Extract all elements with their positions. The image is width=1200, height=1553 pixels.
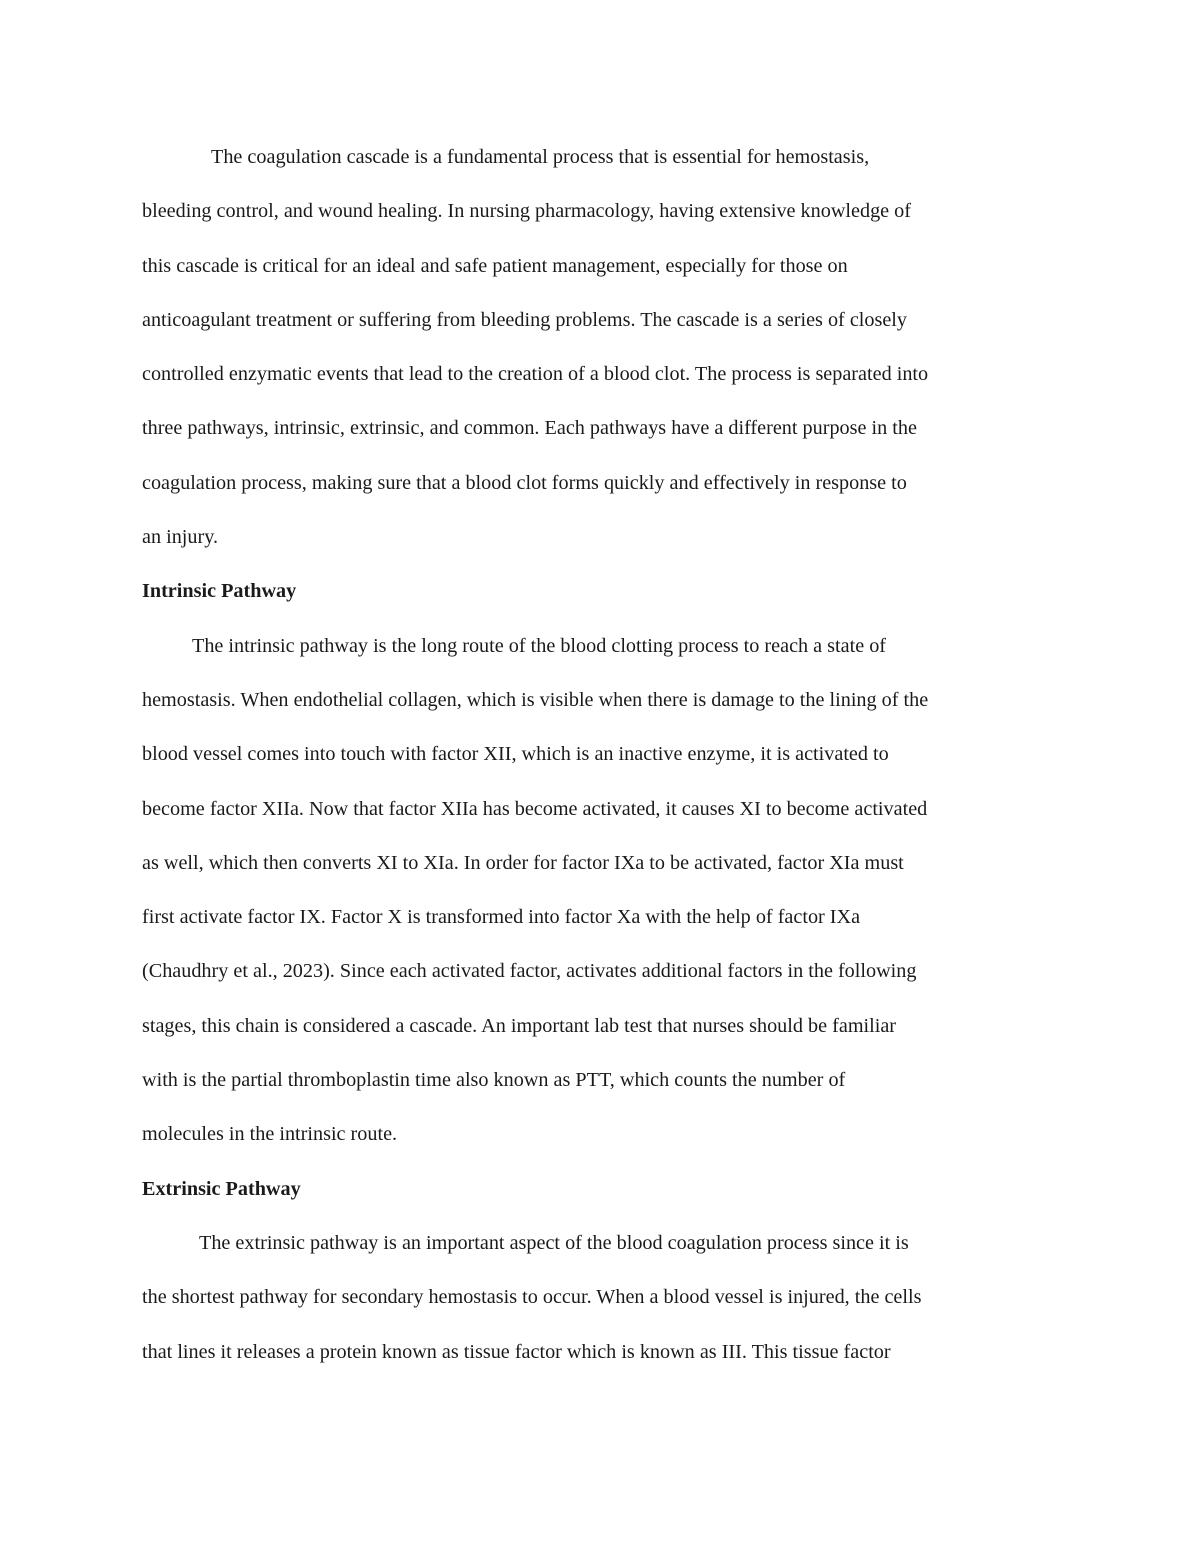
text-line: bleeding control, and wound healing. In nursing pharmacology, having extensive knowledge of	[142, 200, 911, 223]
intro-paragraph	[142, 130, 1060, 564]
text-line: with is the partial thromboplastin time also known as PTT, which counts the number of	[142, 1069, 846, 1092]
extrinsic-paragraph	[142, 1216, 1060, 1379]
text-line: as well, which then converts XI to XIa. In order for factor IXa to be activated, factor XIa must	[142, 851, 904, 874]
text-line: this cascade is critical for an ideal and safe patient management, especially for those on	[142, 254, 848, 277]
text-line: (Chaudhry et al., 2023). Since each activated factor, activates additional factors in the following	[142, 960, 917, 983]
text-line: coagulation process, making sure that a blood clot forms quickly and effectively in response to	[142, 471, 907, 494]
text-line: molecules in the intrinsic route.	[142, 1123, 398, 1146]
text-line: stages, this chain is considered a cascade. An important lab test that nurses should be familiar	[142, 1014, 897, 1037]
text-line: an injury.	[142, 526, 219, 549]
document-body	[142, 130, 1060, 1379]
text-line: The intrinsic pathway is the long route of the blood clotting process to reach a state of	[192, 634, 887, 657]
text-line: the shortest pathway for secondary hemostasis to occur. When a blood vessel is injured, the cells	[142, 1286, 922, 1309]
text-line: hemostasis. When endothelial collagen, which is visible when there is damage to the lining of the	[142, 688, 929, 711]
intrinsic-paragraph	[142, 619, 1060, 1162]
text-line: that lines it releases a protein known as tissue factor which is known as III. This tissue factor	[142, 1340, 891, 1363]
text-line: The extrinsic pathway is an important aspect of the blood coagulation process since it is	[199, 1231, 909, 1254]
section-heading-intrinsic: Intrinsic Pathway	[142, 580, 297, 603]
text-line: first activate factor IX. Factor X is transformed into factor Xa with the help of factor IXa	[142, 906, 861, 929]
section-heading-extrinsic: Extrinsic Pathway	[142, 1177, 301, 1200]
text-line: blood vessel comes into touch with factor XII, which is an inactive enzyme, it is activated to	[142, 743, 889, 766]
text-line: The coagulation cascade is a fundamental process that is essential for hemostasis,	[211, 146, 870, 168]
text-line: become factor XIIa. Now that factor XIIa has become activated, it causes XI to become activated	[142, 797, 928, 820]
text-line: anticoagulant treatment or suffering from bleeding problems. The cascade is a series of closely	[142, 308, 907, 331]
text-line: three pathways, intrinsic, extrinsic, and common. Each pathways have a different purpose in the	[142, 417, 917, 440]
text-line: controlled enzymatic events that lead to the creation of a blood clot. The process is separated into	[142, 363, 929, 386]
